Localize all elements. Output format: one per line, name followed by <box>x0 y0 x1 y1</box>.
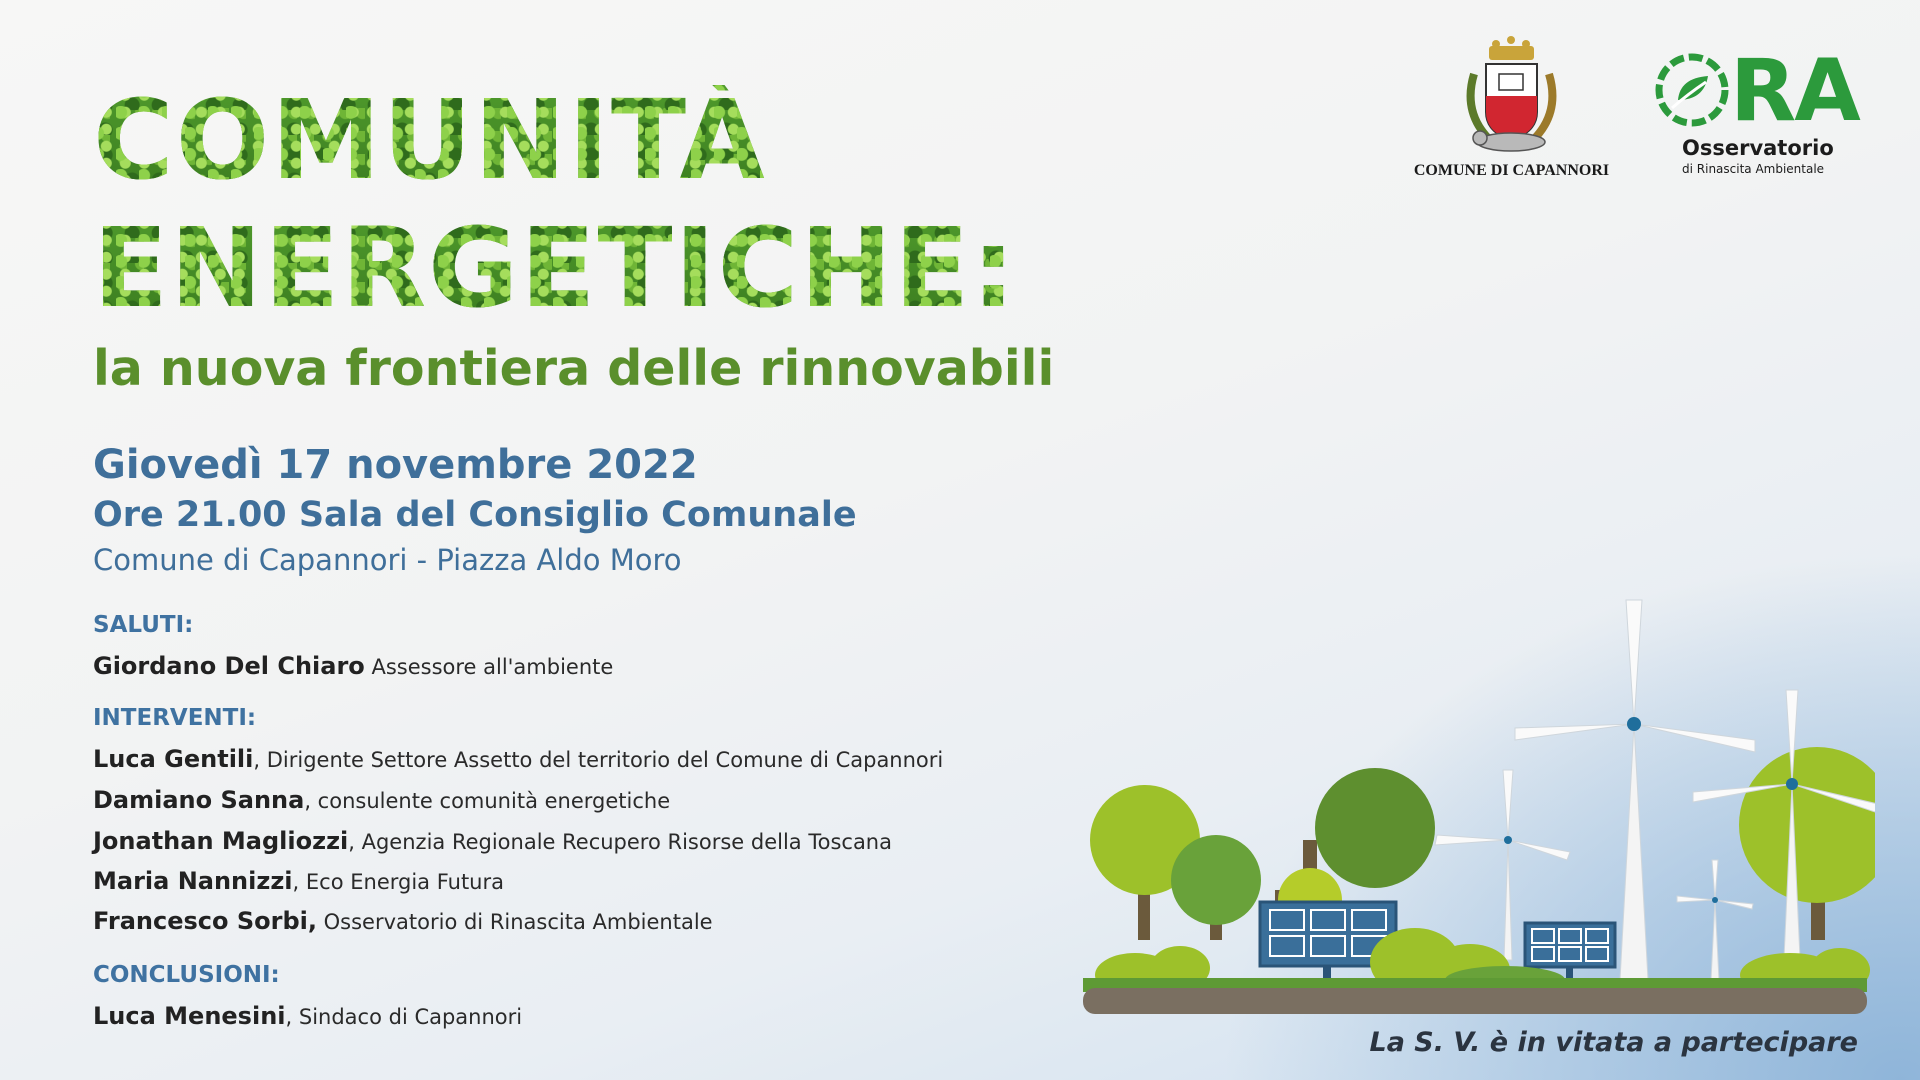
speaker-row <box>93 1002 522 1030</box>
speaker-role: Assessore all'ambiente <box>364 655 614 679</box>
speaker-role: Osservatorio di Rinascita Ambientale <box>316 910 713 934</box>
interventi-heading: INTERVENTI: <box>93 705 257 731</box>
comune-caption: COMUNE DI CAPANNORI <box>1413 162 1610 179</box>
saluti-heading: SALUTI: <box>93 612 194 638</box>
speaker-role: , Eco Energia Futura <box>292 870 504 894</box>
event-location: Comune di Capannori - Piazza Aldo Moro <box>93 543 682 577</box>
wind-turbine-icon <box>1677 860 1753 980</box>
speaker-name: Maria Nannizzi <box>93 867 293 895</box>
speaker-role: , Dirigente Settore Assetto del territorio del Comune di Capannori <box>253 748 944 772</box>
ora-wordmark: RA <box>1730 41 1859 141</box>
ora-logo <box>1650 41 1870 188</box>
tree-icon <box>1171 835 1261 940</box>
event-time-place: Ore 21.00 Sala del Consiglio Comunale <box>93 495 857 535</box>
speaker-name: Francesco Sorbi, <box>93 907 317 935</box>
subtitle: la nuova frontiera delle rinnovabili <box>93 340 1055 397</box>
speaker-name: Luca Gentili <box>93 745 254 773</box>
ora-ring-icon <box>1650 48 1734 132</box>
event-date: Giovedì 17 novembre 2022 <box>93 442 698 488</box>
conclusioni-heading: CONCLUSIONI: <box>93 962 280 988</box>
speaker-row <box>93 827 892 855</box>
speaker-role: , Sindaco di Capannori <box>285 1005 523 1029</box>
speaker-row <box>93 867 504 895</box>
speaker-row <box>93 786 670 814</box>
speaker-row <box>93 745 943 773</box>
speaker-row <box>93 652 613 680</box>
speaker-role: , Agenzia Regionale Recupero Risorse della Toscana <box>348 830 892 854</box>
speaker-row <box>93 907 713 935</box>
tree-icon <box>1739 747 1875 940</box>
comune-di-capannori-logo <box>1404 34 1619 184</box>
invitation-text: La S. V. è in vitata a partecipare <box>1369 1027 1858 1058</box>
coat-of-arms-icon <box>1404 34 1619 159</box>
speaker-name: Jonathan Magliozzi <box>93 827 349 855</box>
speaker-role: , consulente comunità energetiche <box>304 789 671 813</box>
speaker-name: Luca Menesini <box>93 1002 286 1030</box>
ora-subtitle: di Rinascita Ambientale <box>1682 162 1825 176</box>
renewable-energy-illustration <box>1075 590 1875 1020</box>
ora-title: Osservatorio <box>1682 136 1834 160</box>
speaker-name: Giordano Del Chiaro <box>93 652 365 680</box>
speaker-name: Damiano Sanna <box>93 786 305 814</box>
title-line-1: COMUNITÀ <box>93 76 767 204</box>
title-line-2: ENERGETICHE: <box>93 204 1018 332</box>
